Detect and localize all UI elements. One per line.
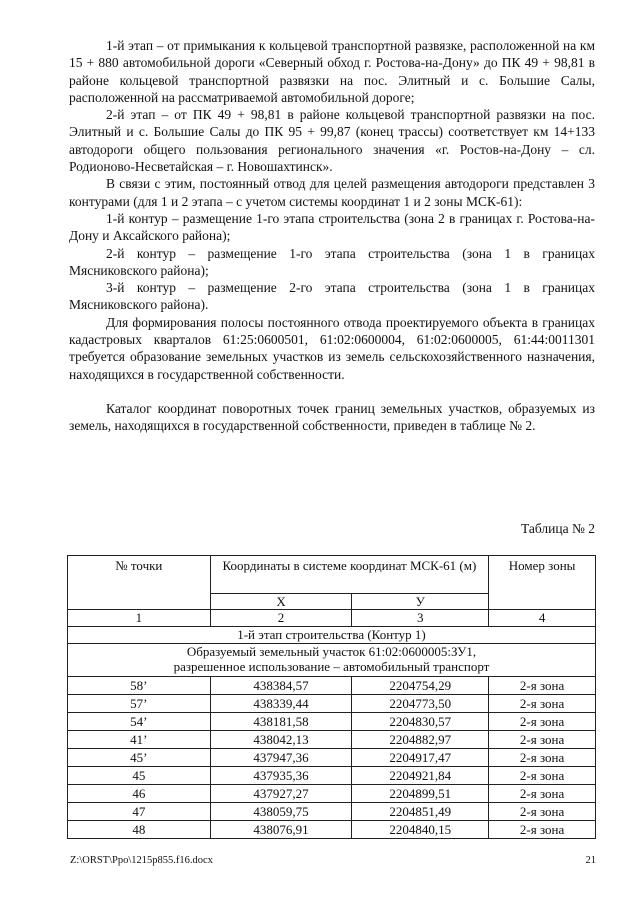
x-cell: 438384,57	[210, 677, 352, 695]
paragraph-catalog: Каталог координат поворотных точек границ земельных участков, образуемых из земель, находящихся в государственной собственности, приведен в таблице № 2.	[69, 400, 595, 434]
x-cell: 437927,27	[210, 785, 352, 803]
paragraph-stage-2: 2-й этап – от ПК 49 + 98,81 в районе кольцевой транспортной развязки на пос. Элитный и с. Большие Салы до ПК 95 + 99,87 (конец трассы) соответствует км 14+133 автодороги общего пользования регионального значения «г. Ростов-на-Дону – сл. Родионово-Несветайская – г. Новошахтинск».	[69, 107, 595, 175]
zone-cell: 2-я зона	[489, 749, 596, 767]
table-row	[68, 821, 596, 839]
file-path: Z:\ORST\Ppo\1215p855.f16.docx	[70, 855, 213, 866]
point-cell: 57’	[68, 695, 211, 713]
x-cell: 438076,91	[210, 821, 352, 839]
x-cell: 437935,36	[210, 767, 352, 785]
table-row	[68, 749, 596, 767]
paragraph-land-formation: Для формирования полосы постоянного отвода проектируемого объекта в границах кадастровых кварталов 61:25:0600501, 61:02:0600004, 61:02:0600005, 61:44:0011301 требуется образование земельных участков из земель сельскохозяйственного назначения, находящихся в государственной собственности.	[69, 314, 595, 382]
column-number: 4	[489, 610, 596, 627]
point-cell: 45	[68, 767, 211, 785]
stage-row	[68, 627, 596, 644]
table-header-row	[68, 556, 596, 594]
point-cell: 45’	[68, 749, 211, 767]
point-cell: 48	[68, 821, 211, 839]
x-cell: 438339,44	[210, 695, 352, 713]
zone-cell: 2-я зона	[489, 767, 596, 785]
body-text	[69, 37, 595, 435]
paragraph-contour-3: 3-й контур – размещение 2-го этапа строительства (зона 1 в границах Мясниковского района).	[69, 280, 595, 313]
table-row	[68, 731, 596, 749]
table-row	[68, 713, 596, 731]
page-number: 21	[585, 855, 596, 866]
y-cell: 2204754,29	[352, 677, 489, 695]
header-coordinates: Координаты в системе координат МСК-61 (м)	[210, 556, 489, 594]
x-cell: 438042,13	[210, 731, 352, 749]
point-cell: 46	[68, 785, 211, 803]
y-cell: 2204899,51	[352, 785, 489, 803]
paragraph-contour-2: 2-й контур – размещение 1-го этапа строительства (зона 1 в границах Мясниковского района);	[69, 245, 595, 278]
column-number-row	[68, 610, 596, 627]
table-caption: Таблица № 2	[521, 521, 595, 536]
paragraph-contours: В связи с этим, постоянный отвод для целей размещения автодороги представлен 3 контурами (для 1 и 2 этапа – с учетом системы координат 1 и 2 зоны МСК-61):	[69, 176, 595, 209]
y-cell: 2204882,97	[352, 731, 489, 749]
column-number: 1	[68, 610, 211, 627]
zone-cell: 2-я зона	[489, 821, 596, 839]
y-cell: 2204840,15	[352, 821, 489, 839]
plot-label-line-1: Образуемый земельный участок 61:02:0600005:ЗУ1,	[186, 644, 477, 659]
table-row	[68, 677, 596, 695]
y-cell: 2204851,49	[352, 803, 489, 821]
table-row	[68, 695, 596, 713]
paragraph-stage-1: 1-й этап – от примыкания к кольцевой транспортной развязке, расположенной на км 15 + 880 автомобильной дороги «Северный обход г. Ростова-на-Дону» до ПК 49 + 98,81 в районе кольцевой транспортной развязки на пос. Элитный и с. Большие Салы, расположенной на рассматриваемой автомобильной дороге;	[69, 38, 595, 105]
zone-cell: 2-я зона	[489, 803, 596, 821]
point-cell: 47	[68, 803, 211, 821]
column-number: 2	[210, 610, 352, 627]
table-row	[68, 785, 596, 803]
x-cell: 438181,58	[210, 713, 352, 731]
zone-cell: 2-я зона	[489, 731, 596, 749]
point-cell: 41’	[68, 731, 211, 749]
column-number: 3	[352, 610, 489, 627]
plot-label	[68, 644, 596, 677]
coordinates-table	[67, 555, 596, 839]
point-cell: 58’	[68, 677, 211, 695]
zone-cell: 2-я зона	[489, 677, 596, 695]
header-x: Х	[210, 594, 352, 610]
zone-cell: 2-я зона	[489, 695, 596, 713]
zone-cell: 2-я зона	[489, 713, 596, 731]
paragraph-contour-1: 1-й контур – размещение 1-го этапа строительства (зона 2 в границах г. Ростова-на-Дону и Аксайского района);	[69, 210, 595, 244]
x-cell: 437947,36	[210, 749, 352, 767]
header-point: № точки	[68, 556, 211, 610]
plot-label-line-2: разрешенное использование – автомобильный транспорт	[173, 659, 490, 674]
y-cell: 2204917,47	[352, 749, 489, 767]
point-cell: 54’	[68, 713, 211, 731]
y-cell: 2204773,50	[352, 695, 489, 713]
header-zone: Номер зоны	[489, 556, 596, 610]
y-cell: 2204921,84	[352, 767, 489, 785]
x-cell: 438059,75	[210, 803, 352, 821]
header-y: У	[352, 594, 489, 610]
table-row	[68, 767, 596, 785]
y-cell: 2204830,57	[352, 713, 489, 731]
plot-row	[68, 644, 596, 677]
stage-label: 1-й этап строительства (Контур 1)	[68, 627, 596, 644]
table-row	[68, 803, 596, 821]
zone-cell: 2-я зона	[489, 785, 596, 803]
coordinate-rows	[68, 677, 596, 839]
